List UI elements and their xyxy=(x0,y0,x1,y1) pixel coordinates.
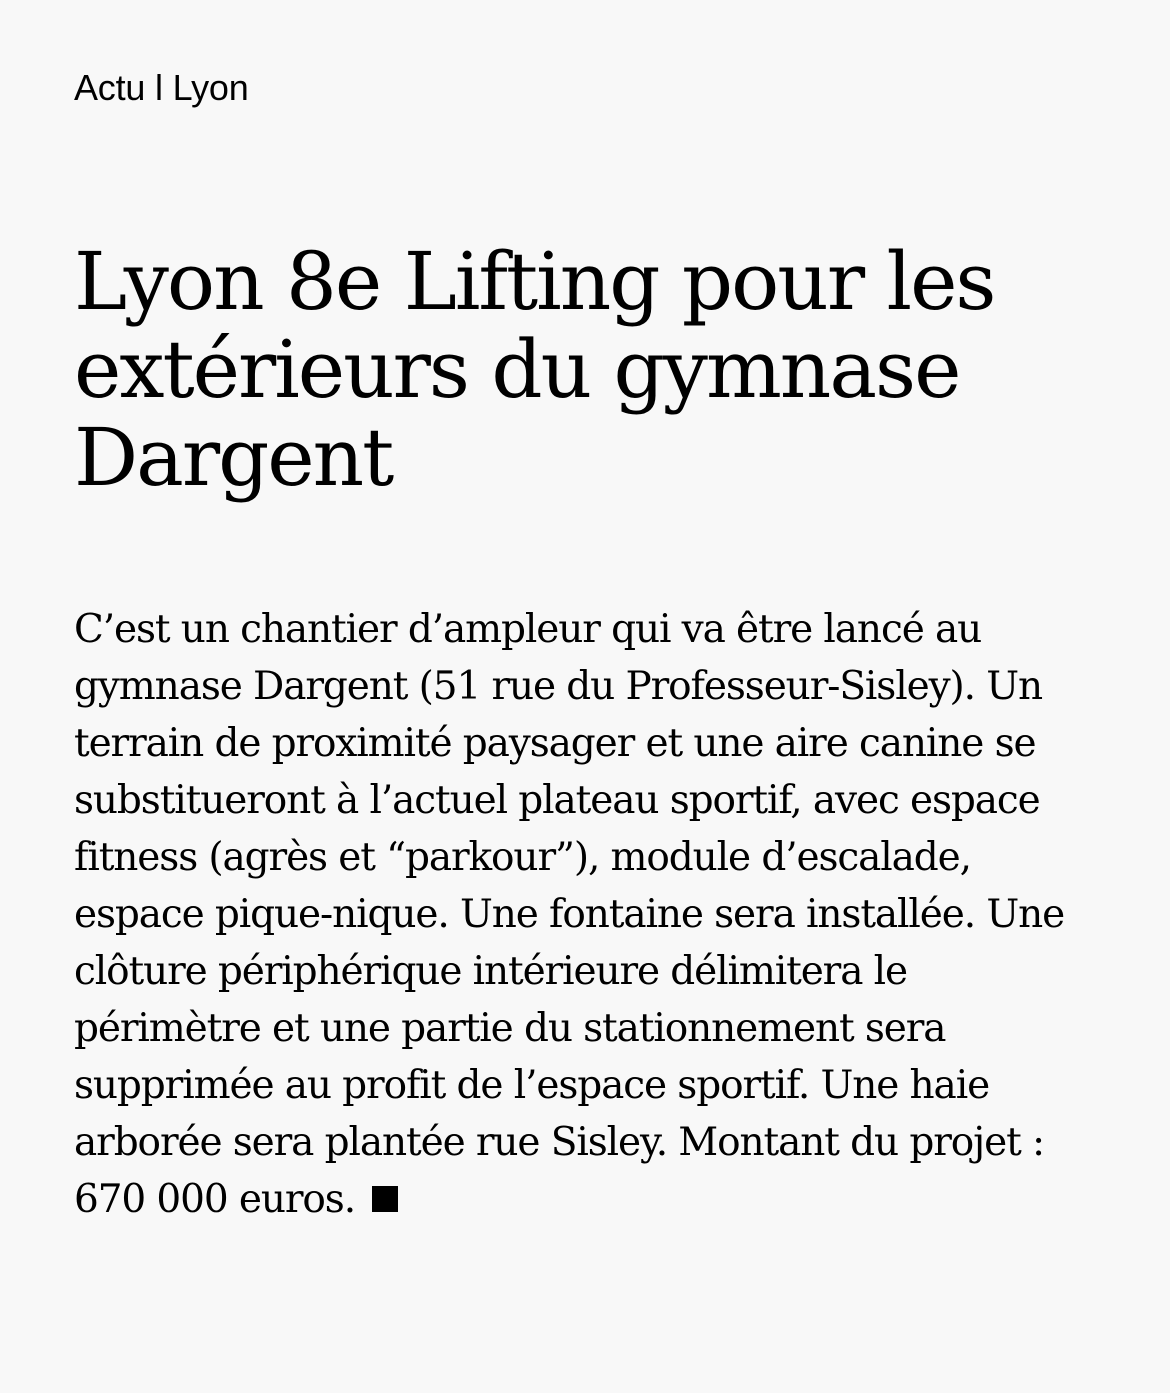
article-body xyxy=(74,601,1094,1228)
end-of-article-icon xyxy=(372,1186,398,1212)
article-headline: Lyon 8e Lifting pour les extérieurs du gymnase Dargent xyxy=(74,235,995,504)
section-kicker: Actu l Lyon xyxy=(74,67,249,108)
article-body-text: C’est un chantier d’ampleur qui va être lancé au gymnase Dargent (51 rue du Professeur-Sisley). Un terrain de proximité paysager et une aire canine se substitueront à l’actuel plateau sportif, avec espace fitness (agrès et “parkour”), module d’escalade, espace pique-nique. Une fontaine sera installée. Une clôture périphérique intérieure délimitera le périmètre et une partie du stationnement sera supprimée au profit de l’espace sportif. Une haie arborée sera plantée rue Sisley. Montant du projet : 670 000 euros. xyxy=(74,607,1065,1222)
